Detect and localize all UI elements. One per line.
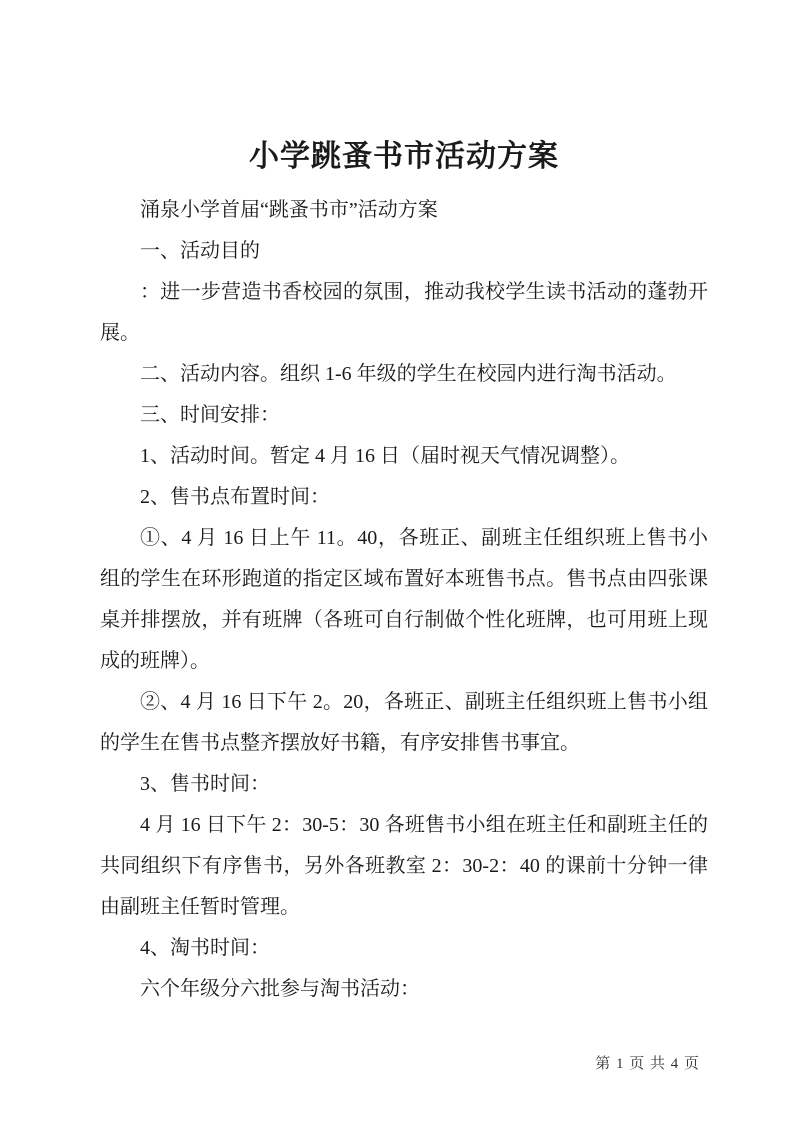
paragraph-item-2-sub-2: ②、4 月 16 日下午 2。20，各班正、副班主任组织班上售书小组的学生在售书点整齐摆放好书籍，有序安排售书事宜。 [100,691,708,754]
document-title: 小学跳蚤书市活动方案 [249,140,559,173]
paragraph-item-3: 3、售书时间： [140,773,270,795]
paragraph-section-3-heading: 三、时间安排： [140,404,280,426]
paragraph-subtitle: 涌泉小学首届“跳蚤书市”活动方案 [140,199,438,221]
page-number-label: 第 1 页 共 4 页 [595,1056,700,1072]
paragraph-item-4-body: 六个年级分六批参与淘书活动： [140,978,420,1000]
paragraph-section-1-heading: 一、活动目的 [140,240,260,262]
paragraph-item-3-body: 4 月 16 日下午 2：30-5：30 各班售书小组在班主任和副班主任的共同组织下有序售书，另外各班教室 2：30-2：40 的课前十分钟一律由副班主任暂时管理。 [100,814,708,918]
paragraph-section-2: 二、活动内容。组织 1-6 年级的学生在校园内进行淘书活动。 [140,363,677,385]
paragraph-item-4: 4、淘书时间： [140,937,270,959]
page-footer [595,1052,700,1073]
paragraph-item-2: 2、售书点布置时间： [140,486,330,508]
paragraph-item-2-sub-1: ①、4 月 16 日上午 11。40，各班正、副班主任组织班上售书小组的学生在环形跑道的指定区域布置好本班售书点。售书点由四张课桌并排摆放，并有班牌（各班可自行制做个性化班牌，也可用班上现成的班牌）。 [100,527,708,672]
paragraph-item-1: 1、活动时间。暂定 4 月 16 日（届时视天气情况调整）。 [140,445,630,467]
paragraph-section-1-body: ：进一步营造书香校园的氛围，推动我校学生读书活动的蓬勃开展。 [100,281,708,344]
